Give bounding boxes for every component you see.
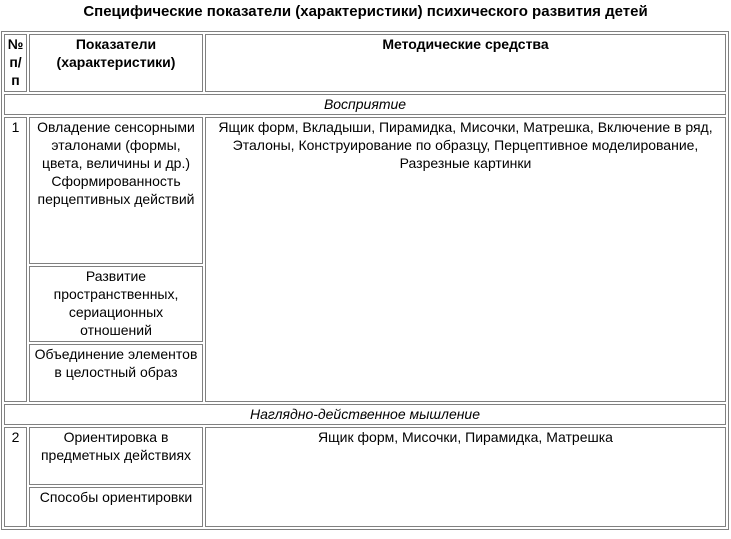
table-row [4, 117, 726, 264]
indicators-table [1, 31, 729, 530]
section-title-thinking: Наглядно-действенное мышление [4, 404, 726, 425]
table-row [4, 427, 726, 485]
header-indicators: Показатели (характеристики) [29, 34, 203, 92]
indicator-cell: Развитие пространственных, сериационных отношений [29, 266, 203, 342]
row-number: 2 [4, 427, 27, 527]
row-number: 1 [4, 117, 27, 402]
tools-cell: Ящик форм, Вкладыши, Пирамидка, Мисочки, Матрешка, Включение в ряд, Эталоны, Конструирование по образцу, Перцептивное моделирование, Разрезные картинки [205, 117, 726, 402]
indicator-cell: Объединение элементов в целостный образ [29, 344, 203, 402]
section-row [4, 404, 726, 425]
section-title-perception: Восприятие [4, 94, 726, 115]
header-tools: Методические средства [205, 34, 726, 92]
table-header-row [4, 34, 726, 92]
indicator-cell: Овладение сенсорными эталонами (формы, цвета, величины и др.) Сформированность перцептивных действий [29, 117, 203, 264]
indicator-cell: Способы ориентировки [29, 487, 203, 527]
section-row [4, 94, 726, 115]
header-number: № п/п [4, 34, 27, 92]
tools-cell: Ящик форм, Мисочки, Пирамидка, Матрешка [205, 427, 726, 527]
page-title: Специфические показатели (характеристики) психического развития детей [83, 3, 648, 20]
indicator-cell: Ориентировка в предметных действиях [29, 427, 203, 485]
